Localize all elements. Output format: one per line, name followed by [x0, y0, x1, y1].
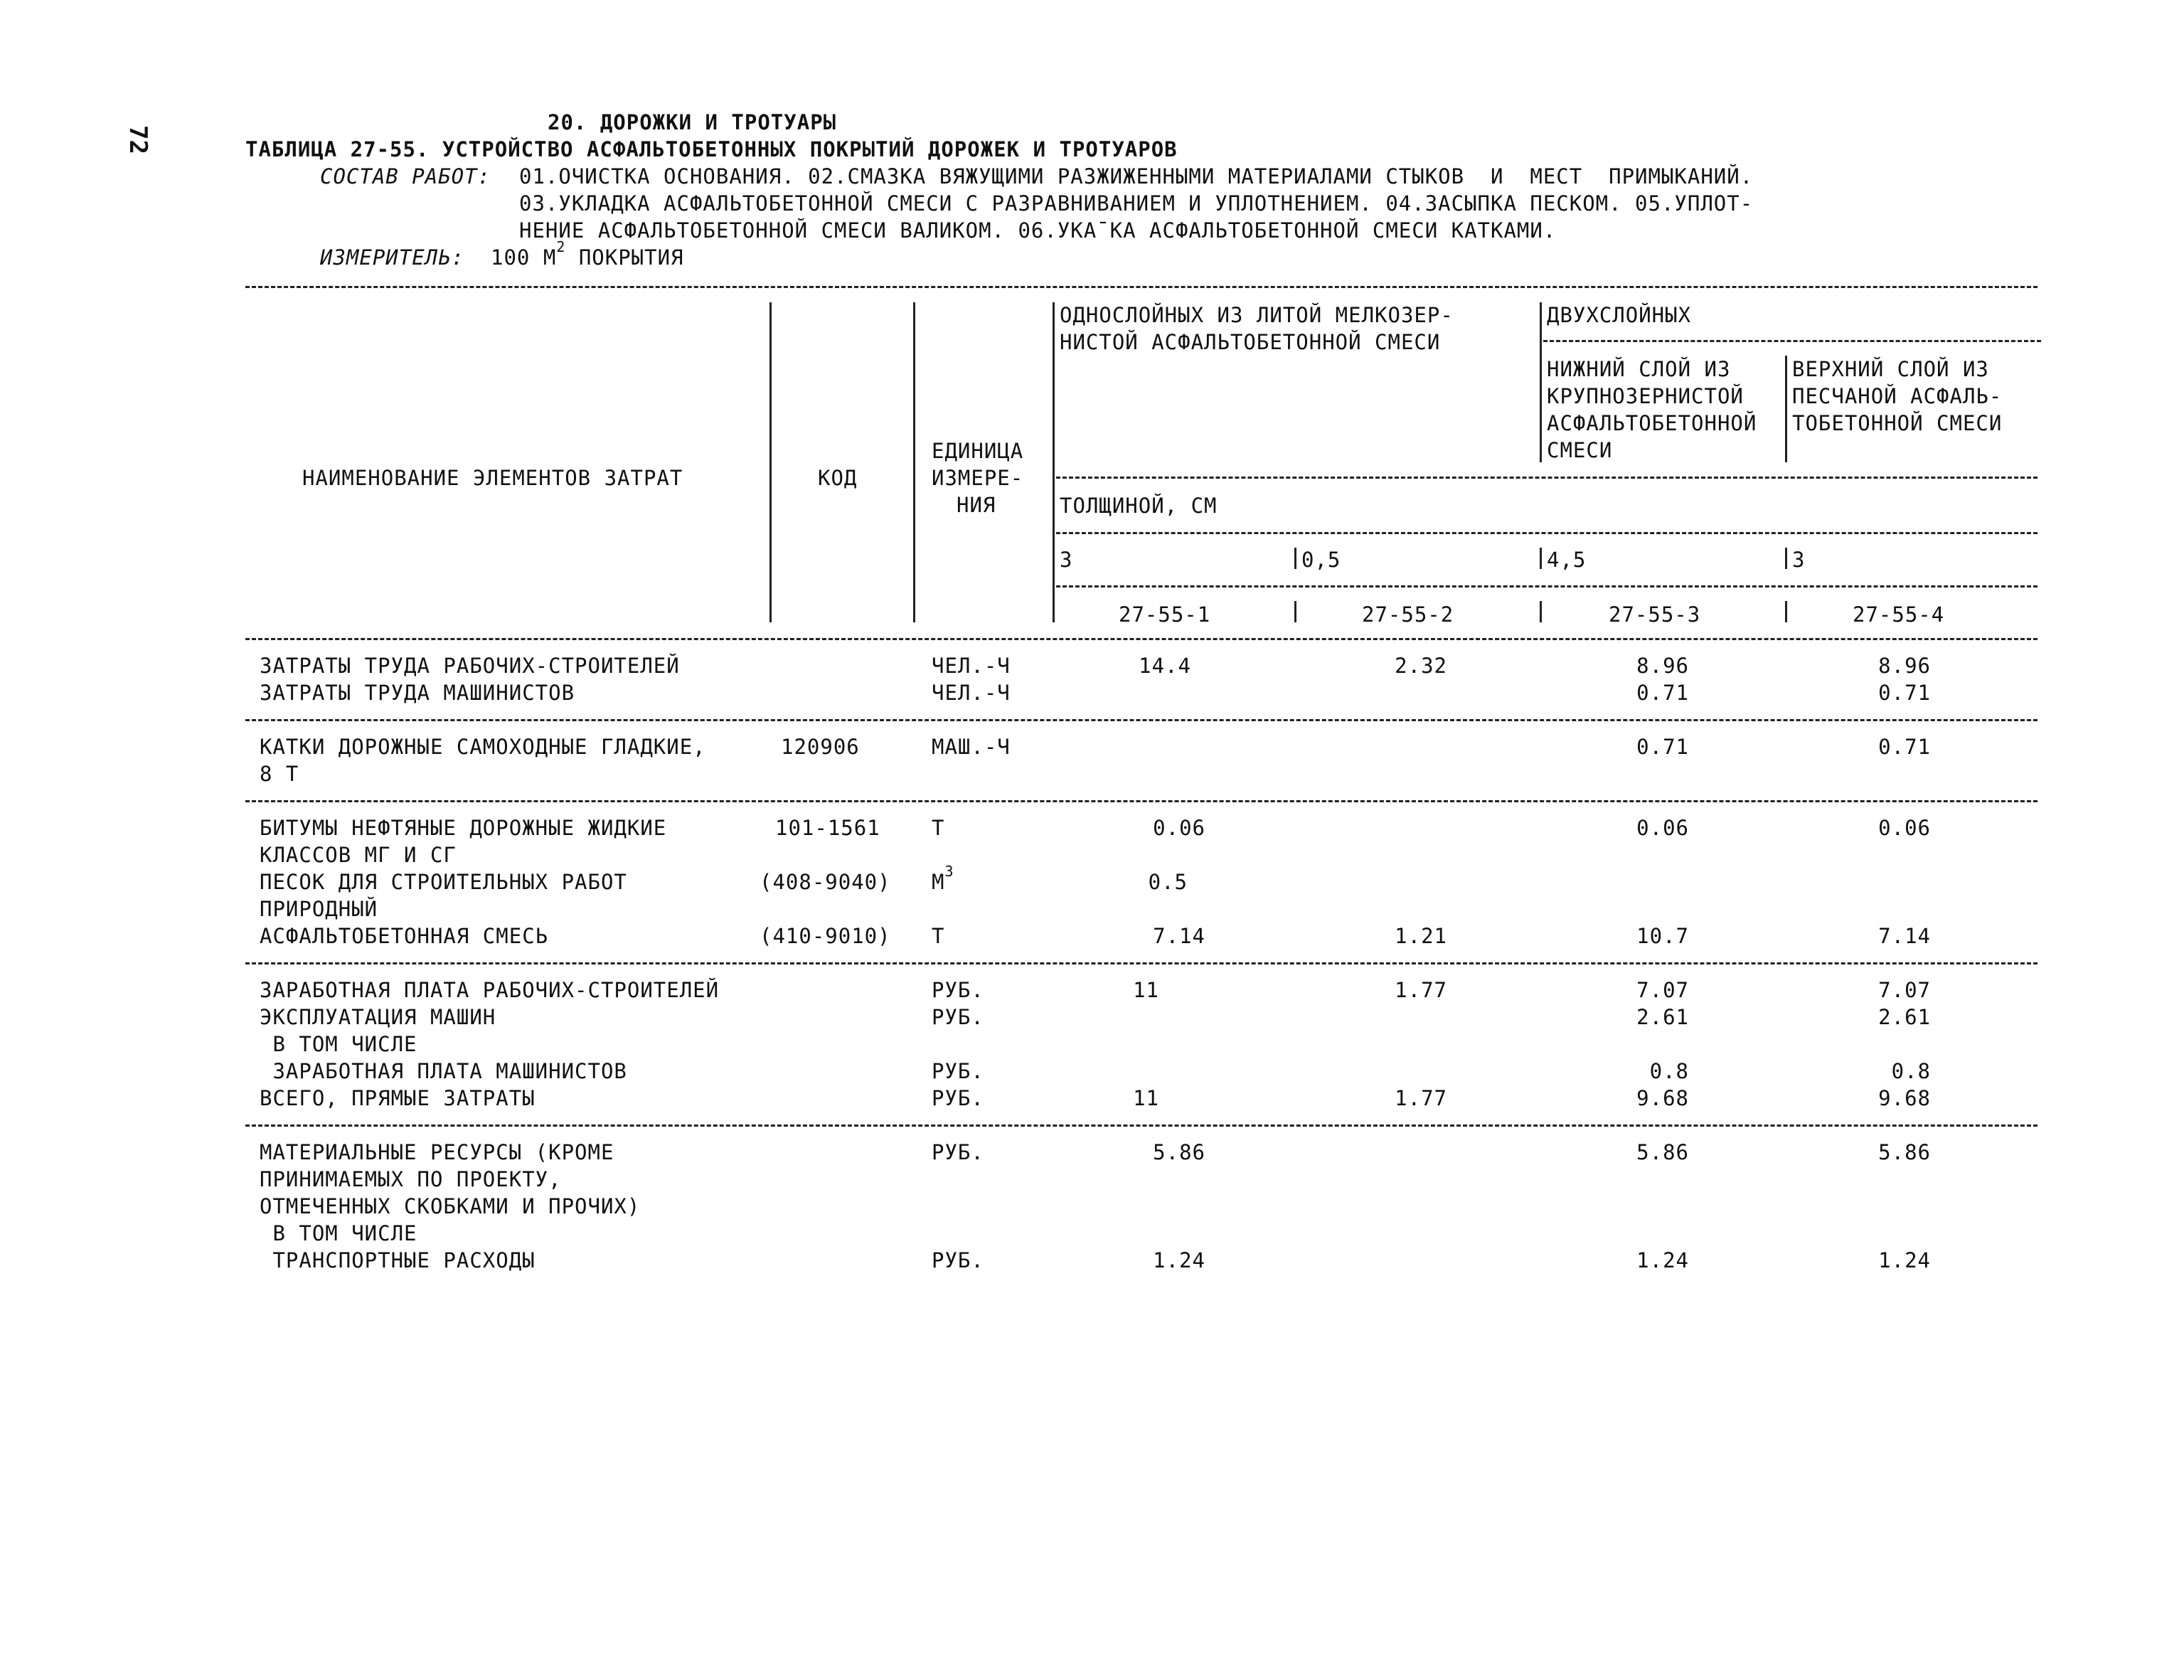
row-value: 0.5	[1148, 870, 1188, 894]
row-name: БИТУМЫ НЕФТЯНЫЕ ДОРОЖНЫЕ ЖИДКИЕ	[260, 816, 667, 840]
section-title: 20. ДОРОЖКИ И ТРОТУАРЫ	[548, 110, 837, 134]
row-value: 7.07	[1878, 978, 1931, 1002]
group-rule-2	[245, 800, 2037, 802]
col-divider-upper	[1785, 356, 1787, 462]
row-value: 0.71	[1878, 735, 1931, 759]
row-name: В ТОМ ЧИСЛЕ	[260, 1032, 417, 1056]
row-value: 8.96	[1636, 654, 1689, 678]
table-title: ТАБЛИЦА 27-55. УСТРОЙСТВО АСФАЛЬТОБЕТОННЫХ ПОКРЫТИЙ ДОРОЖЕК И ТРОТУАРОВ	[245, 137, 1178, 161]
group-rule-3	[245, 962, 2037, 964]
header-lower-3: АСФАЛЬТОБЕТОННОЙ	[1547, 411, 1757, 435]
thick-divider-3	[1540, 548, 1542, 569]
col-divider-2	[913, 302, 915, 622]
row-unit: $М^3$	[932, 863, 954, 894]
thick-divider-4	[1785, 548, 1787, 569]
row-name: ТРАНСПОРТНЫЕ РАСХОДЫ	[260, 1248, 536, 1272]
col-divider-double	[1540, 302, 1542, 356]
col-divider-1	[769, 302, 772, 622]
row-value: 11	[1133, 1086, 1159, 1110]
code-divider-4	[1785, 601, 1787, 622]
row-name-2: 8 Т	[260, 762, 299, 786]
measure-label: ИЗМЕРИТЕЛЬ:	[320, 245, 465, 270]
row-unit: РУБ.	[932, 1086, 984, 1110]
header-unit-1: ЕДИНИЦА	[932, 439, 1024, 463]
group-rule-4	[245, 1125, 2037, 1127]
row-unit: РУБ.	[932, 1248, 984, 1272]
row-value: 0.71	[1878, 681, 1931, 705]
code-2: 27-55-2	[1362, 602, 1454, 627]
thickness-3: 4,5	[1547, 548, 1587, 572]
work-line-3: НЕНИЕ АСФАЛЬТОБЕТОННОЙ СМЕСИ ВАЛИКОМ. 06.УКА¯КА АСФАЛЬТОБЕТОННОЙ СМЕСИ КАТКАМИ.	[519, 218, 1557, 243]
header-unit-3: НИЯ	[957, 493, 996, 517]
row-code: 101-1561	[775, 816, 880, 840]
header-code: КОД	[818, 466, 858, 490]
row-value: 1.24	[1153, 1248, 1205, 1272]
row-unit: РУБ.	[932, 1140, 984, 1164]
row-value: 10.7	[1636, 924, 1689, 948]
row-value: 1.24	[1878, 1248, 1931, 1272]
row-value: 5.86	[1153, 1140, 1205, 1164]
row-unit: РУБ.	[932, 1005, 984, 1029]
row-value: 2.61	[1878, 1005, 1931, 1029]
header-single-1: ОДНОСЛОЙНЫХ ИЗ ЛИТОЙ МЕЛКОЗЕР-	[1060, 303, 1454, 327]
row-value: 0.71	[1636, 681, 1689, 705]
row-value: 5.86	[1636, 1140, 1689, 1164]
row-name: ЭКСПЛУАТАЦИЯ МАШИН	[260, 1005, 496, 1029]
work-line-2: 03.УКЛАДКА АСФАЛЬТОБЕТОННОЙ СМЕСИ С РАЗРАВНИВАНИЕМ И УПЛОТНЕНИЕМ. 04.ЗАСЫПКА ПЕСКОМ. 05.УПЛОТ-	[519, 191, 1754, 216]
row-unit: ЧЕЛ.-Ч	[932, 654, 1011, 678]
row-name: АСФАЛЬТОБЕТОННАЯ СМЕСЬ	[260, 924, 549, 948]
page-number: 72	[124, 125, 152, 154]
col-divider-3	[1053, 302, 1055, 622]
row-name: ЗАТРАТЫ ТРУДА РАБОЧИХ-СТРОИТЕЛЕЙ	[260, 654, 680, 678]
row-unit: Т	[932, 924, 945, 948]
row-value: 0.71	[1636, 735, 1689, 759]
header-unit-2: ИЗМЕРЕ-	[932, 466, 1024, 490]
thickness-2: 0,5	[1301, 548, 1341, 572]
header-lower-4: СМЕСИ	[1547, 438, 1613, 462]
header-lower-2: КРУПНОЗЕРНИСТОЙ	[1547, 384, 1744, 408]
row-code: (410-9010)	[760, 924, 891, 948]
header-single-2: НИСТОЙ АСФАЛЬТОБЕТОННОЙ СМЕСИ	[1060, 330, 1441, 354]
work-label: СОСТАВ РАБОТ:	[320, 164, 491, 188]
row-value: 7.14	[1878, 924, 1931, 948]
thick-values-rule	[1056, 585, 2037, 588]
header-lower-1: НИЖНИЙ СЛОЙ ИЗ	[1547, 357, 1731, 381]
code-divider-2	[1294, 601, 1296, 622]
row-name-3: ОТМЕЧЕННЫХ СКОБКАМИ И ПРОЧИХ)	[260, 1194, 641, 1218]
layer-rule	[1056, 477, 2037, 479]
row-unit: Т	[932, 816, 945, 840]
row-value: 0.8	[1891, 1059, 1931, 1083]
row-name: МАТЕРИАЛЬНЫЕ РЕСУРСЫ (КРОМЕ	[260, 1140, 614, 1164]
row-name: ЗАРАБОТНАЯ ПЛАТА РАБОЧИХ-СТРОИТЕЛЕЙ	[260, 978, 720, 1002]
row-name-4: В ТОМ ЧИСЛЕ	[260, 1221, 417, 1245]
code-3: 27-55-3	[1609, 602, 1701, 627]
row-unit: РУБ.	[932, 978, 984, 1002]
thickness-1: 3	[1060, 548, 1073, 572]
measure-value: 100 $М^2$ ПОКРЫТИЯ	[491, 238, 684, 270]
thickness-4: 3	[1792, 548, 1806, 572]
row-value: 0.06	[1878, 816, 1931, 840]
header-thickness: ТОЛЩИНОЙ, СМ	[1060, 494, 1218, 518]
row-value: 7.07	[1636, 978, 1689, 1002]
work-line-1: 01.ОЧИСТКА ОСНОВАНИЯ. 02.СМАЗКА ВЯЖУЩИМИ РАЗЖИЖЕННЫМИ МАТЕРИАЛАМИ СТЫКОВ И МЕСТ ПРИМЫКАНИЙ.	[519, 164, 1754, 188]
row-code: (408-9040)	[760, 870, 891, 894]
thickness-rule	[1056, 532, 2037, 534]
row-value: 2.32	[1395, 654, 1447, 678]
row-name: ВСЕГО, ПРЯМЫЕ ЗАТРАТЫ	[260, 1086, 536, 1110]
row-value: 0.8	[1649, 1059, 1689, 1083]
code-divider-3	[1540, 601, 1542, 622]
row-value: 1.77	[1395, 1086, 1447, 1110]
code-1: 27-55-1	[1119, 602, 1211, 627]
header-upper-1: ВЕРХНИЙ СЛОЙ ИЗ	[1792, 357, 1989, 381]
header-double: ДВУХСЛОЙНЫХ	[1547, 303, 1692, 327]
row-value: 14.4	[1139, 654, 1191, 678]
row-value: 9.68	[1878, 1086, 1931, 1110]
row-value: 11	[1133, 978, 1159, 1002]
row-value: 1.77	[1395, 978, 1447, 1002]
double-rule	[1543, 340, 2041, 342]
header-top-rule	[245, 286, 2037, 288]
row-name: ЗАРАБОТНАЯ ПЛАТА МАШИНИСТОВ	[260, 1059, 627, 1083]
row-value: 8.96	[1878, 654, 1931, 678]
col-divider-double-2	[1540, 356, 1542, 462]
row-value: 9.68	[1636, 1086, 1689, 1110]
row-name-2: КЛАССОВ МГ И СГ	[260, 843, 457, 867]
row-value: 2.61	[1636, 1005, 1689, 1029]
group-rule-1	[245, 719, 2037, 721]
row-value: 1.21	[1395, 924, 1447, 948]
row-name: ПЕСОК ДЛЯ СТРОИТЕЛЬНЫХ РАБОТ	[260, 870, 627, 894]
row-unit: МАШ.-Ч	[932, 735, 1011, 759]
thick-divider-2	[1294, 548, 1296, 569]
row-name-2: ПРИНИМАЕМЫХ ПО ПРОЕКТУ,	[260, 1167, 562, 1191]
row-value: 5.86	[1878, 1140, 1931, 1164]
row-value: 1.24	[1636, 1248, 1689, 1272]
header-upper-3: ТОБЕТОННОЙ СМЕСИ	[1792, 411, 2003, 435]
row-name: ЗАТРАТЫ ТРУДА МАШИНИСТОВ	[260, 681, 575, 705]
row-value: 0.06	[1636, 816, 1689, 840]
code-4: 27-55-4	[1853, 602, 1945, 627]
row-code: 120906	[781, 735, 860, 759]
row-name-2: ПРИРОДНЫЙ	[260, 897, 378, 921]
row-unit: ЧЕЛ.-Ч	[932, 681, 1011, 705]
row-name: КАТКИ ДОРОЖНЫЕ САМОХОДНЫЕ ГЛАДКИЕ,	[260, 735, 706, 759]
header-upper-2: ПЕСЧАНОЙ АСФАЛЬ-	[1792, 384, 2003, 408]
row-value: 7.14	[1153, 924, 1205, 948]
row-value: 0.06	[1153, 816, 1205, 840]
header-bottom-rule	[245, 638, 2037, 640]
header-name: НАИМЕНОВАНИЕ ЭЛЕМЕНТОВ ЗАТРАТ	[302, 466, 683, 490]
row-unit: РУБ.	[932, 1059, 984, 1083]
